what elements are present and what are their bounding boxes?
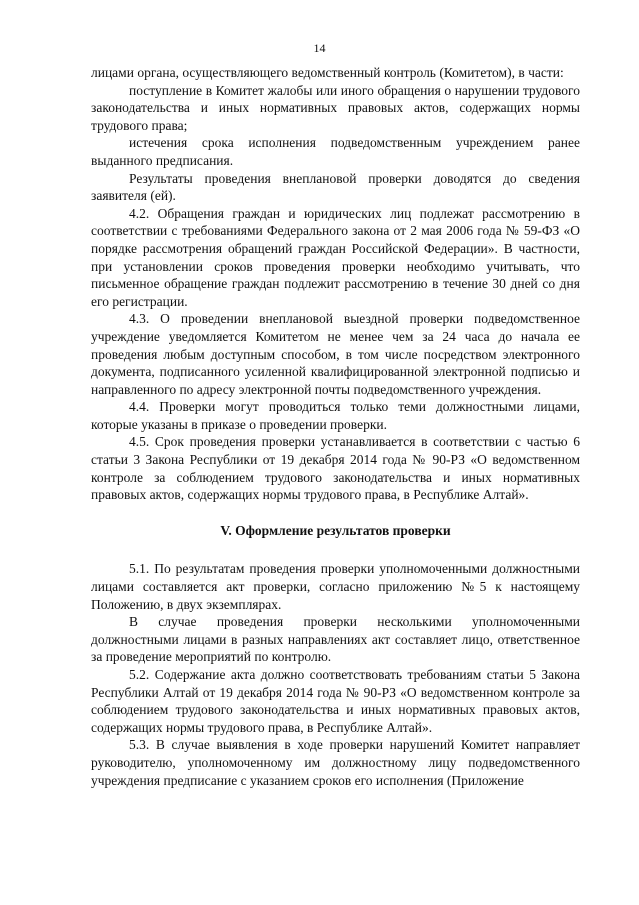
paragraph: 4.4. Проверки могут проводиться только теми должностными лицами, которые указаны в приказе о проведении проверки. <box>91 399 580 432</box>
paragraph: поступление в Комитет жалобы или иного обращения о нарушении трудового законодательства и иных нормативных правовых актов, содержащих нормы трудового права; <box>91 82 580 133</box>
paragraph: В случае проведения проверки несколькими уполномоченными должностными лицами в разных направлениях акт составляет лицо, ответственное за проведение мероприятий по контролю. <box>91 614 580 665</box>
paragraph: Результаты проведения внеплановой проверки доводятся до сведения заявителя (ей). <box>91 170 580 204</box>
paragraph: 4.5. Срок проведения проверки устанавливается в соответствии с частью 6 статьи 3 Закона Республики от 19 декабря 2014 года № 90-РЗ «О ведомственном контроле за соблюдением трудового законодательства и иных нормативных правовых актов, содержащих нормы трудового права, в Республике Алтай». <box>91 434 580 503</box>
paragraph: 4.3. О проведении внеплановой выездной проверки подведомственное учреждение уведомляется Комитетом не менее чем за 24 часа до начала ее проведения любым доступным способом, в том числе посредством электронного документа, подписанного усиленной квалифицированной электронной подписью и направленного по адресу электронной почты подведомственного учреждения. <box>91 311 580 397</box>
document-body <box>91 64 580 789</box>
paragraph: лицами органа, осуществляющего ведомственный контроль (Комитетом), в части: <box>91 65 564 80</box>
page-number: 14 <box>313 41 326 55</box>
paragraph: 5.3. В случае выявления в ходе проверки нарушений Комитет направляет руководителю, уполномоченному им должностному лицу подведомственного учреждения предписание с указанием сроков его исполнения (Приложение <box>91 737 580 788</box>
paragraph: 5.2. Содержание акта должно соответствовать требованиям статьи 5 Закона Республики Алтай от 19 декабря 2014 года № 90-РЗ «О ведомственном контроле за соблюдением трудового законодательства и иных нормативных правовых актов, содержащих нормы трудового права, в Республике Алтай». <box>91 667 580 735</box>
paragraph: 4.2. Обращения граждан и юридических лиц подлежат рассмотрению в соответствии с требованиями Федерального закона от 2 мая 2006 года № 59-ФЗ «О порядке рассмотрения обращений граждан Российской Федерации». В частности, при установлении сроков проведения проверки необходимо учитывать, что письменное обращение граждан подлежит рассмотрению в течение 30 дней со дня его регистрации. <box>91 205 580 309</box>
section-heading: V. Оформление результатов проверки <box>220 522 451 538</box>
paragraph: истечения срока исполнения подведомственным учреждением ранее выданного предписания. <box>91 135 580 168</box>
paragraph: 5.1. По результатам проведения проверки уполномоченными должностными лицами составляется акт проверки, согласно приложению №5 к настоящему Положению, в двух экземплярах. <box>91 561 580 612</box>
